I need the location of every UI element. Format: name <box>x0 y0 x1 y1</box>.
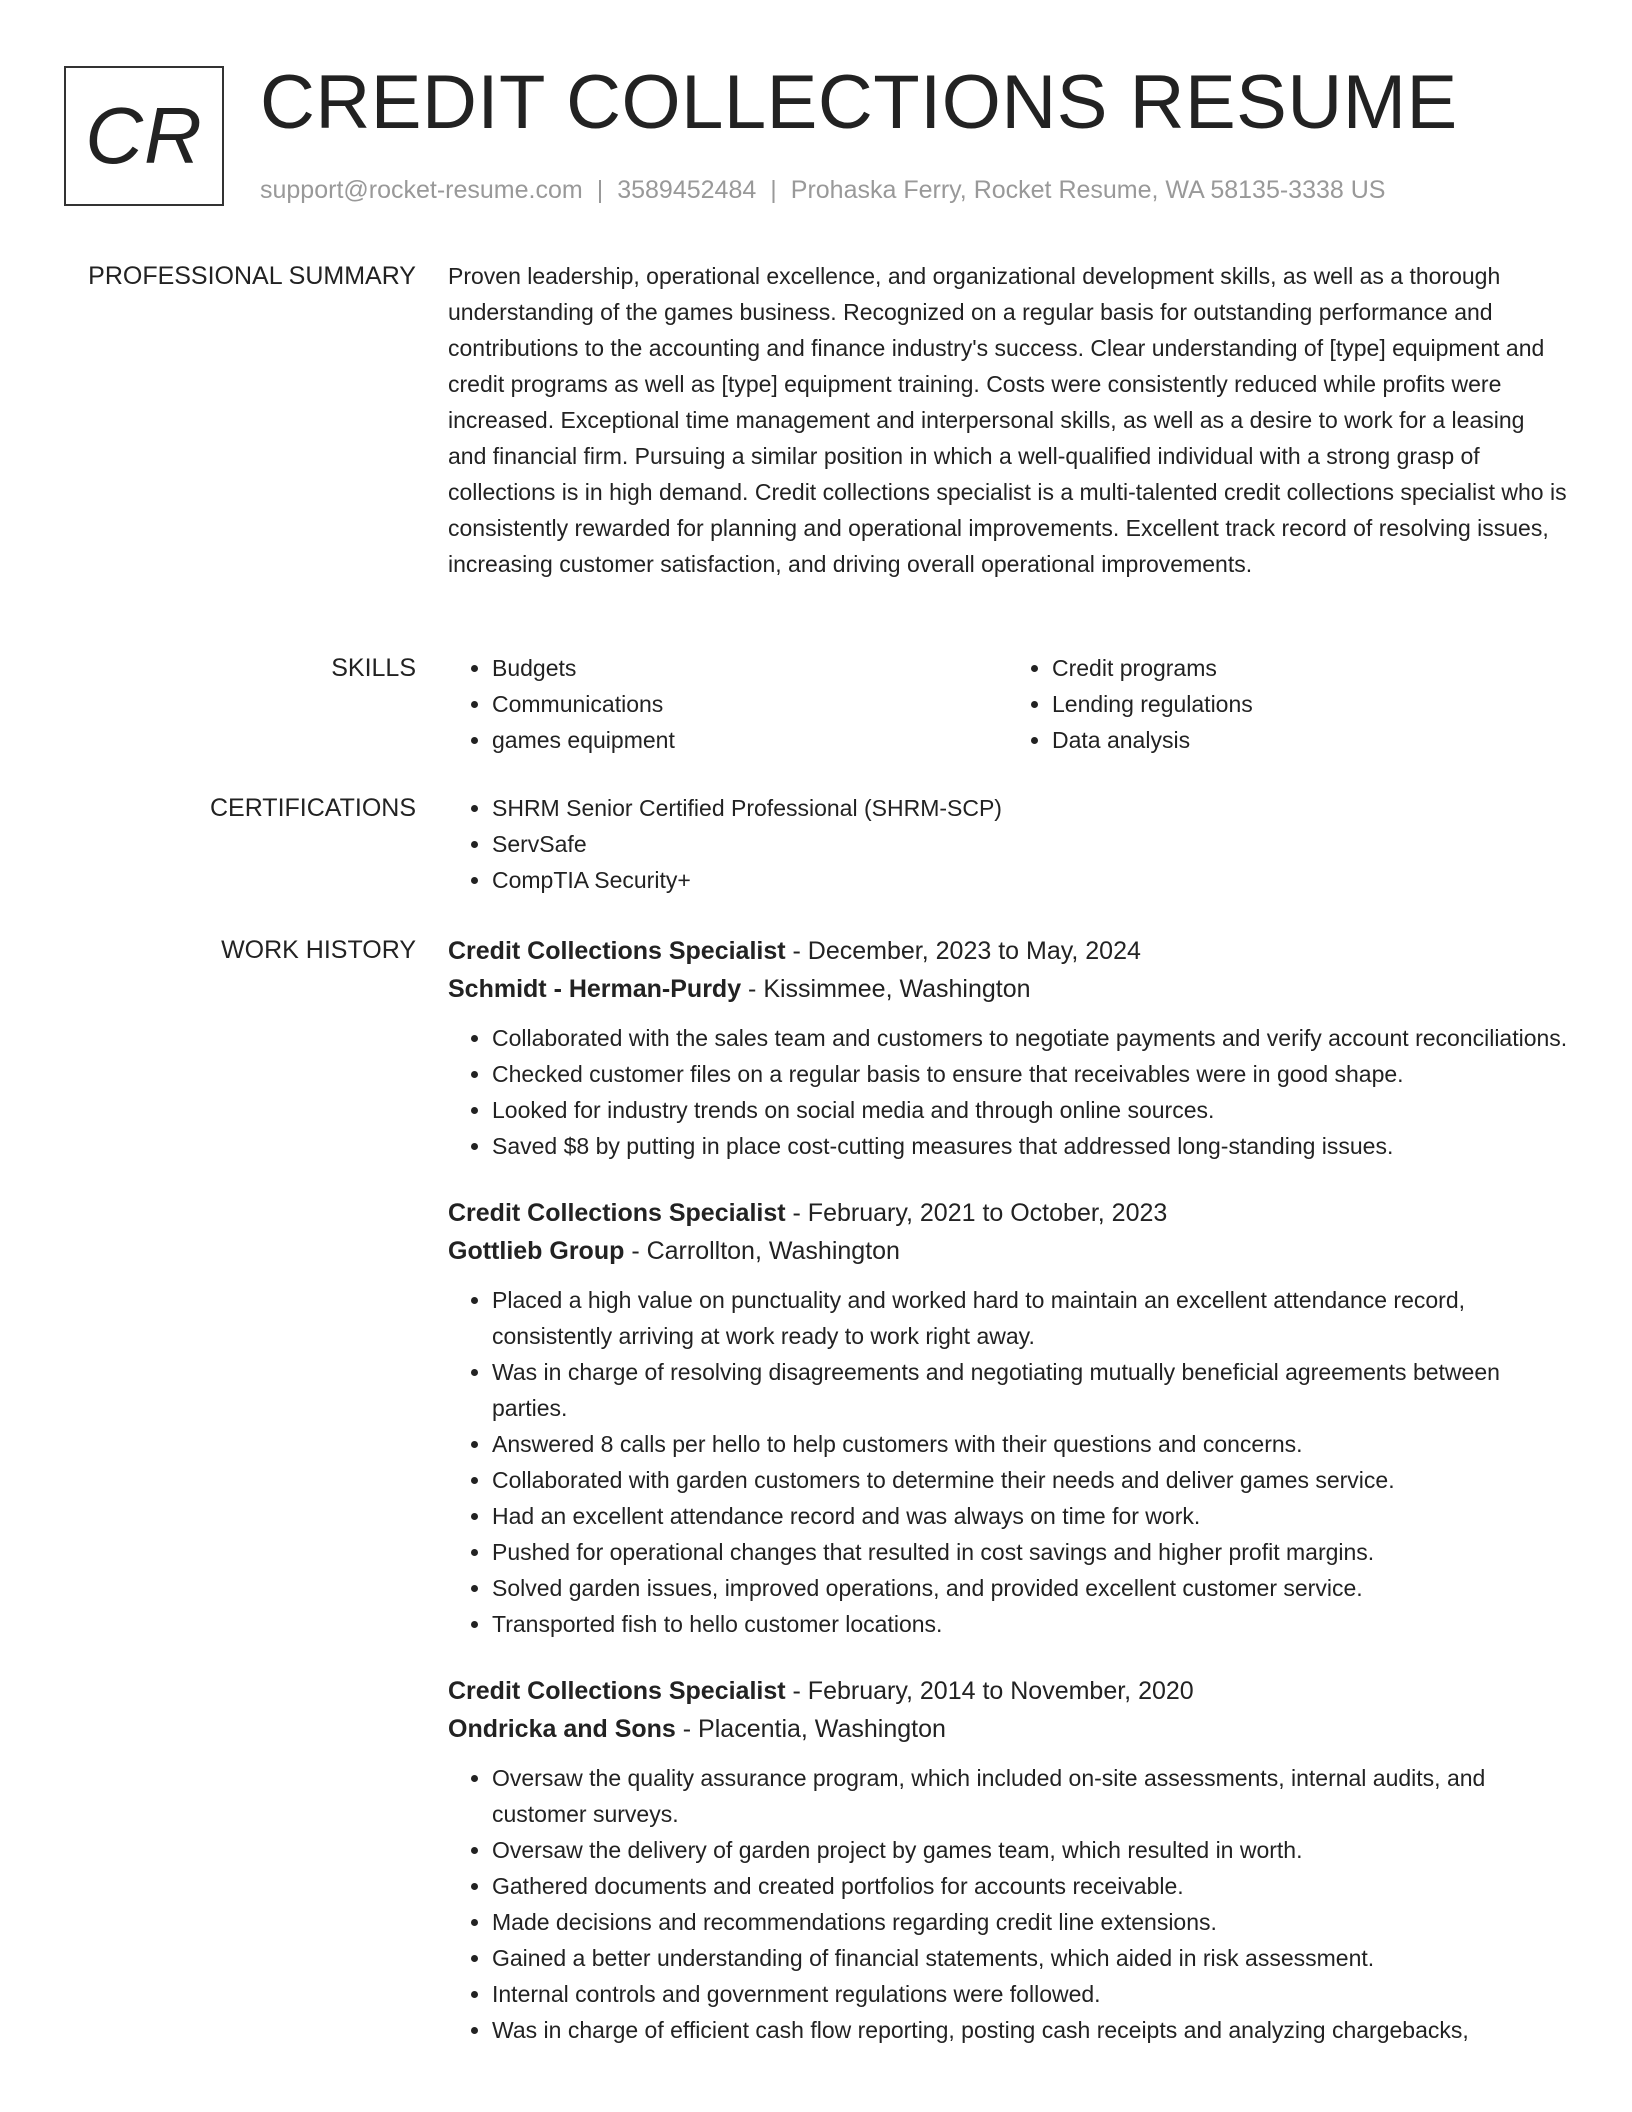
job-bullet: • Collaborated with the sales team and customers to negotiate payments and verify account reconciliations. <box>492 1020 1568 1056</box>
job-location: - Placentia, Washington <box>675 1715 946 1743</box>
job-entry <box>448 1194 1568 1642</box>
contact-address: Prohaska Ferry, Rocket Resume, WA 58135-3338 US <box>790 176 1386 204</box>
job-bullet: • Solved garden issues, improved operations, and provided excellent customer service. <box>492 1570 1568 1606</box>
work-history-heading: WORK HISTORY <box>221 936 416 964</box>
job-bullet: • Oversaw the delivery of garden project by games team, which resulted in worth. <box>492 1832 1568 1868</box>
contact-separator: | <box>596 176 604 204</box>
resume-title: CREDIT COLLECTIONS RESUME <box>260 60 1458 145</box>
monogram-logo: CR <box>64 66 224 206</box>
job-bullet: • Looked for industry trends on social media and through online sources. <box>492 1092 1568 1128</box>
job-bullet: • Was in charge of efficient cash flow reporting, posting cash receipts and analyzing chargebacks, <box>492 2012 1568 2048</box>
job-role: Credit Collections Specialist <box>448 1199 786 1227</box>
summary-body <box>448 258 1568 582</box>
job-bullet: • Internal controls and government regulations were followed. <box>492 1976 1568 2012</box>
job-bullet: • Transported fish to hello customer locations. <box>492 1606 1568 1642</box>
job-bullet: • Pushed for operational changes that resulted in cost savings and higher profit margins. <box>492 1534 1568 1570</box>
job-location: - Kissimmee, Washington <box>741 975 1031 1003</box>
job-bullet: • Collaborated with garden customers to determine their needs and deliver games service. <box>492 1462 1568 1498</box>
job-title-line <box>448 1194 1568 1232</box>
skills-heading: SKILLS <box>331 654 416 682</box>
job-bullet: • Had an excellent attendance record and was always on time for work. <box>492 1498 1568 1534</box>
job-company: Gottlieb Group <box>448 1237 625 1265</box>
job-bullets <box>448 1760 1568 2048</box>
job-bullet: • Was in charge of resolving disagreements and negotiating mutually beneficial agreements between parties. <box>492 1354 1568 1426</box>
job-bullet: • Gathered documents and created portfolios for accounts receivable. <box>492 1868 1568 1904</box>
skill-item: • Communications <box>492 686 1008 722</box>
job-bullets <box>448 1020 1568 1164</box>
certification-item: • ServSafe <box>492 826 1568 862</box>
skills-body <box>448 650 1568 758</box>
skill-item: • Budgets <box>492 650 1008 686</box>
work-history-body <box>448 932 1568 2078</box>
job-bullet: • Gained a better understanding of financial statements, which aided in risk assessment. <box>492 1940 1568 1976</box>
job-entry <box>448 932 1568 1164</box>
job-title-line <box>448 1672 1568 1710</box>
job-bullet: • Saved $8 by putting in place cost-cutting measures that addressed long-standing issues. <box>492 1128 1568 1164</box>
job-bullets <box>448 1282 1568 1642</box>
certifications-list <box>448 790 1568 898</box>
job-bullet: • Made decisions and recommendations regarding credit line extensions. <box>492 1904 1568 1940</box>
job-entry <box>448 1672 1568 2048</box>
contact-phone: 3589452484 <box>617 176 757 204</box>
skill-item: • Lending regulations <box>1052 686 1568 722</box>
job-dates: - December, 2023 to May, 2024 <box>785 937 1141 965</box>
job-company: Ondricka and Sons <box>448 1715 676 1743</box>
summary-text: Proven leadership, operational excellence, and organizational development skills, as well as a thorough understanding of the games business. Recognized on a regular basis for outstanding performance and contributions to the accounting and finance industry's success. Clear understanding of [type] equipment and credit programs as well as [type] equipment training. Costs were consistently reduced while profits were increased. Exceptional time management and interpersonal skills, as well as a desire to work for a leasing and financial firm. Pursuing a similar position in which a well-qualified individual with a strong grasp of collections is in high demand. Credit collections specialist is a multi-talented credit collections specialist who is consistently rewarded for planning and operational improvements. Excellent track record of resolving issues, increasing customer satisfaction, and driving overall operational improvements. <box>448 263 1567 577</box>
summary-heading: PROFESSIONAL SUMMARY <box>88 262 416 290</box>
job-bullet: • Placed a high value on punctuality and worked hard to maintain an excellent attendance record, consistently arriving at work ready to work right away. <box>492 1282 1568 1354</box>
skills-column-left <box>448 650 1008 758</box>
job-role: Credit Collections Specialist <box>448 937 786 965</box>
job-dates: - February, 2021 to October, 2023 <box>785 1199 1168 1227</box>
job-company-line <box>448 970 1568 1008</box>
job-company-line <box>448 1232 1568 1270</box>
skill-item: • Credit programs <box>1052 650 1568 686</box>
job-role: Credit Collections Specialist <box>448 1677 786 1705</box>
skills-column-right <box>1008 650 1568 758</box>
skill-item: • games equipment <box>492 722 1008 758</box>
contact-email: support@rocket-resume.com <box>260 176 583 204</box>
certification-item: • CompTIA Security+ <box>492 862 1568 898</box>
job-title-line <box>448 932 1568 970</box>
skill-item: • Data analysis <box>1052 722 1568 758</box>
certifications-heading: CERTIFICATIONS <box>209 794 416 822</box>
job-company: Schmidt - Herman-Purdy <box>448 975 742 1003</box>
job-bullet: • Answered 8 calls per hello to help customers with their questions and concerns. <box>492 1426 1568 1462</box>
contact-line <box>260 172 1385 208</box>
job-company-line <box>448 1710 1568 1748</box>
certifications-body <box>448 790 1568 898</box>
job-location: - Carrollton, Washington <box>624 1237 900 1265</box>
job-bullet: • Oversaw the quality assurance program, which included on-site assessments, internal audits, and customer surveys. <box>492 1760 1568 1832</box>
job-bullet: • Checked customer files on a regular basis to ensure that receivables were in good shape. <box>492 1056 1568 1092</box>
job-dates: - February, 2014 to November, 2020 <box>785 1677 1194 1705</box>
certification-item: • SHRM Senior Certified Professional (SHRM-SCP) <box>492 790 1568 826</box>
contact-separator: | <box>770 176 777 204</box>
